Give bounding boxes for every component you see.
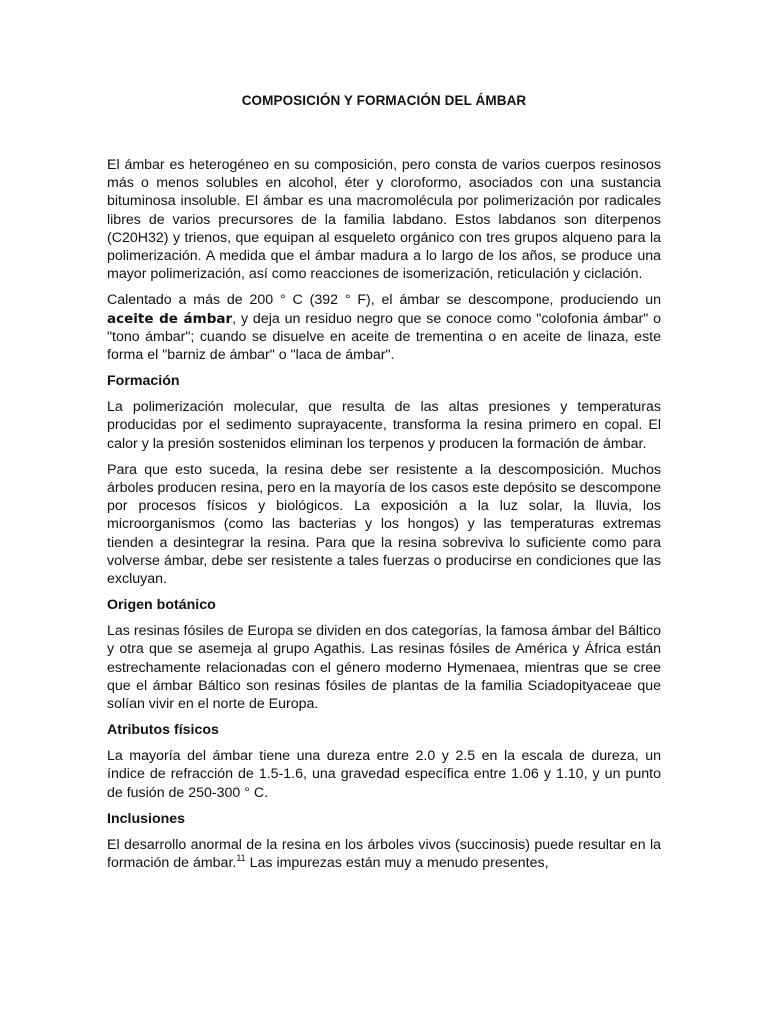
paragraph-heating-start: Calentado a más de 200 ° C (392 ° F), el ámbar se descompone, produciendo un <box>107 292 661 309</box>
bold-term-amber-oil: aceite de ámbar <box>107 310 233 327</box>
paragraph-atributos: La mayoría del ámbar tiene una dureza entre 2.0 y 2.5 en la escala de dureza, un índice de refracción de 1.5-1.6, una gravedad específica entre 1.06 y 1.10, y un punto de fusión de 250-300 ° C. <box>107 748 661 801</box>
paragraph-heating-end: , y deja un residuo negro que se conoce como "colofonia ámbar" o "tono ámbar"; cuando se disuelve en aceite de trementina o en aceite de linaza, este forma el "barniz de ámbar" o "laca de ámbar". <box>107 310 661 364</box>
paragraph-formacion-1: La polimerización molecular, que resulta de las altas presiones y temperaturas producidas por el sedimento suprayacente, transforma la resina primero en copal. El calor y la presión sostenidos eliminan los terpenos y producen la formación de ámbar. <box>107 399 661 452</box>
heading-atributos: Atributos físicos <box>107 722 219 739</box>
heading-formacion: Formación <box>107 373 180 390</box>
paragraph-composition: El ámbar es heterogéneo en su composición, pero consta de varios cuerpos resinosos más o menos solubles en alcohol, éter y cloroformo, asociados con una sustancia bituminosa insoluble. El ámbar es una macromolécula por polimerización por radicales libres de varios precursores de la familia labdano. Estos labdanos son diterpenos (C20H32) y trienos, que equipan al esqueleto orgánico con tres grupos alqueno para la polimerización. A medida que el ámbar madura a lo largo de los años, se produce una mayor polimerización, así como reacciones de isomerización, reticulación y ciclación. <box>107 157 661 283</box>
paragraph-inclusiones-end: Las impurezas están muy a menudo presentes, <box>245 855 549 872</box>
document-body <box>107 156 661 880</box>
paragraph-inclusiones <box>107 836 661 872</box>
heading-origen: Origen botánico <box>107 597 216 614</box>
paragraph-formacion-2: Para que esto suceda, la resina debe ser resistente a la descomposición. Muchos árboles producen resina, pero en la mayoría de los casos este depósito se descompone por procesos físicos y biológicos. La exposición a la luz solar, la lluvia, los microorganismos (como las bacterias y los hongos) y las temperaturas extremas tienden a desintegrar la resina. Para que la resina sobreviva lo suficiente como para volverse ámbar, debe ser resistente a tales fuerzas o producirse en condiciones que las excluyan. <box>107 461 661 588</box>
footnote-marker: 11 <box>236 853 246 864</box>
paragraph-heating <box>107 291 661 364</box>
paragraph-inclusiones-start: El desarrollo anormal de la resina en los árboles vivos (succinosis) puede resultar en la formación de ámbar. <box>107 836 661 872</box>
document-title: COMPOSICIÓN Y FORMACIÓN DEL ÁMBAR <box>241 93 527 108</box>
paragraph-origen: Las resinas fósiles de Europa se dividen en dos categorías, la famosa ámbar del Báltico y otra que se asemeja al grupo Agathis. Las resinas fósiles de América y África están estrechamente relacionadas con el género moderno Hymenaea, mientras que se cree que el ámbar Báltico son resinas fósiles de plantas de la familia Sciadopityaceae que solían vivir en el norte de Europa. <box>107 623 661 713</box>
heading-inclusiones: Inclusiones <box>107 810 186 827</box>
